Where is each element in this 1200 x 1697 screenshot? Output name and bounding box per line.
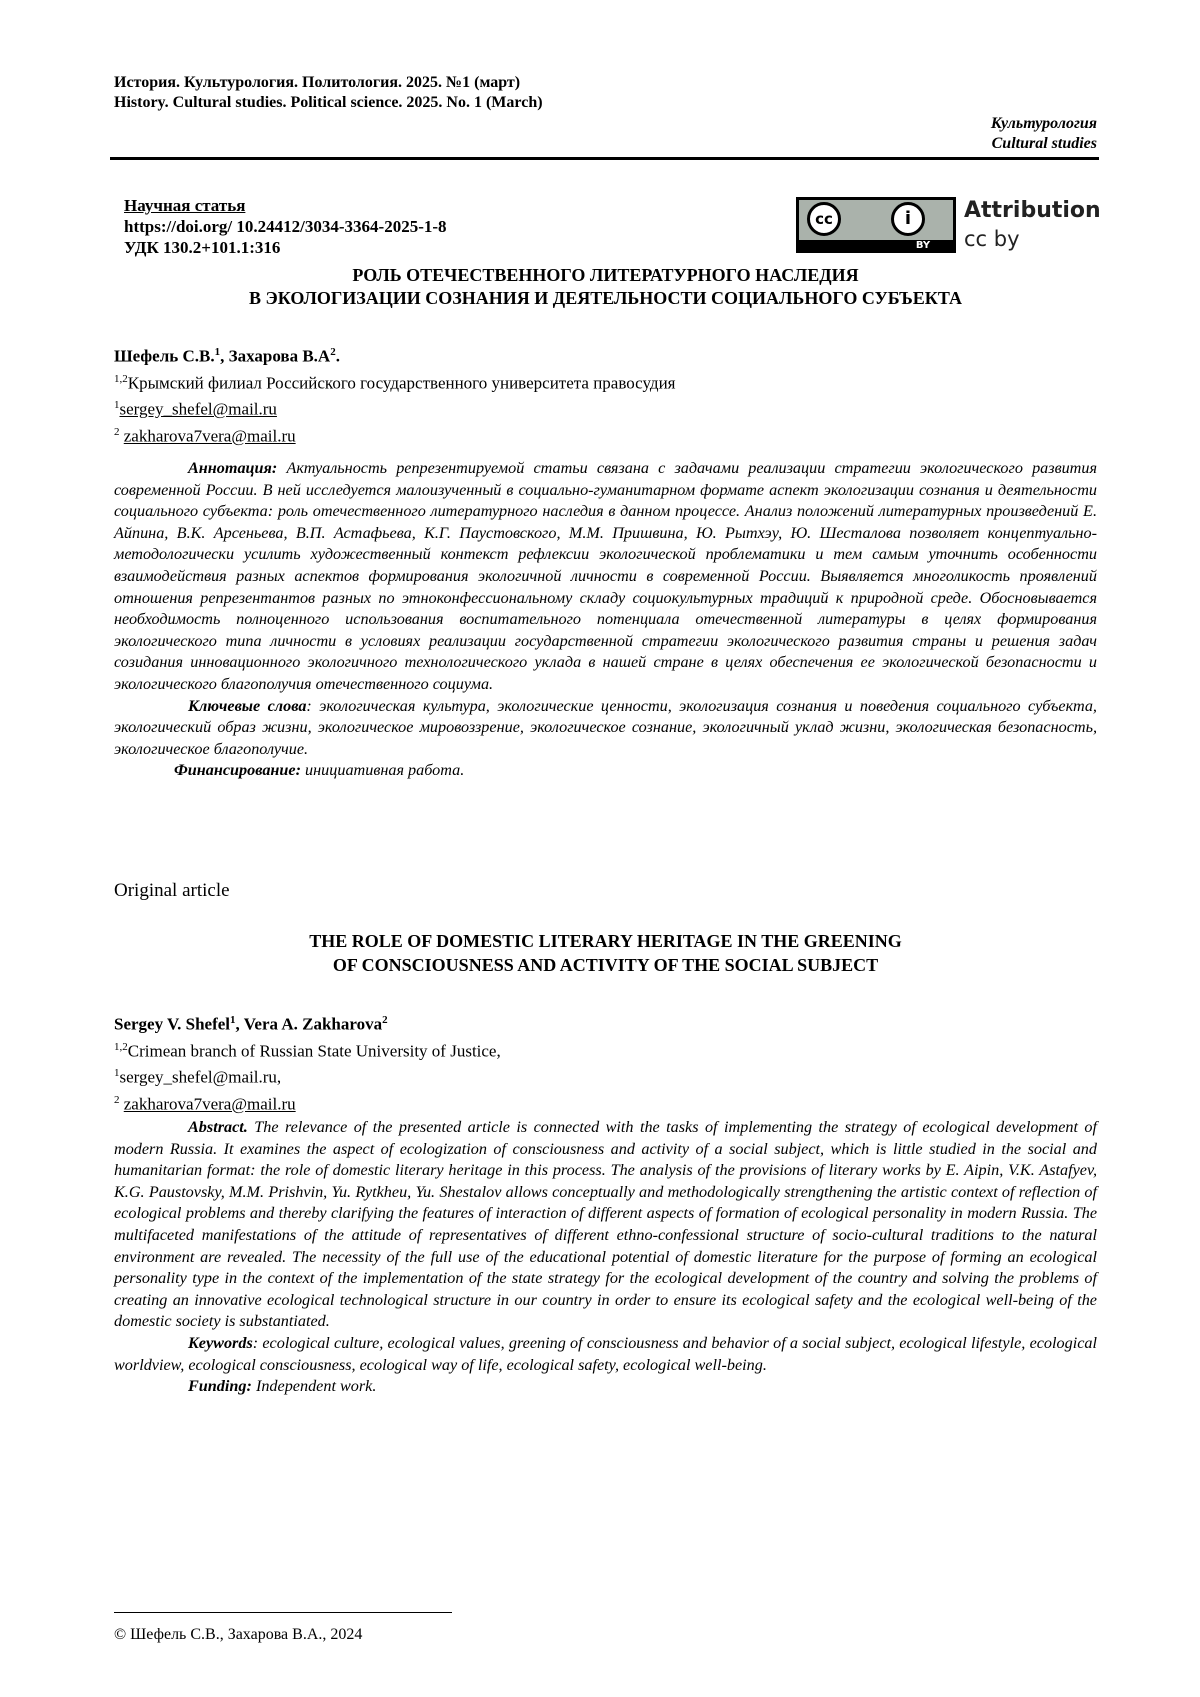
abstract-ru-label: Аннотация: xyxy=(188,459,278,477)
email1-ru-sup: 1 xyxy=(114,399,120,412)
affiliation-en: Crimean branch of Russian State University of Justice, xyxy=(127,1041,501,1061)
section-en: Cultural studies xyxy=(991,135,1097,152)
funding-en-text: Independent work. xyxy=(251,1377,377,1396)
cc-by-label: BY xyxy=(915,240,931,251)
copyright-footer: © Шефель С.В., Захарова В.А., 2024 xyxy=(114,1626,363,1643)
email2-ru-sup: 2 xyxy=(114,425,120,438)
abstract-en-block xyxy=(114,1117,1097,1398)
cc-icon: cc xyxy=(807,202,841,236)
author1-en: Sergey V. Shefel xyxy=(114,1014,231,1034)
author2-en: Vera A. Zakharova xyxy=(243,1014,383,1034)
article-type-en: Original article xyxy=(114,880,230,901)
author-end-ru: . xyxy=(335,346,340,366)
email2-en-line xyxy=(114,1089,501,1116)
author2-ru-sup: 2 xyxy=(330,346,336,358)
affiliation-ru-sup: 1,2 xyxy=(114,372,128,385)
email2-ru-line xyxy=(114,421,676,448)
keywords-ru-text: : экологическая культура, экологические ценности, экологизация сознания и поведения социального субъекта, экологический образ жизни, экологическое мировоззрение, экологическое сознание, экологичный уклад жизни, экологическая безопасность, экологическое благополучие. xyxy=(114,696,1097,758)
udk: УДК 130.2+101.1:316 xyxy=(124,238,281,257)
article-meta xyxy=(124,195,447,258)
keywords-ru-label: Ключевые слова xyxy=(188,696,307,715)
funding-ru-label: Финансирование: xyxy=(174,761,301,780)
keywords-ru xyxy=(114,696,1097,761)
abstract-ru xyxy=(114,458,1097,696)
author-names-ru xyxy=(114,341,676,368)
abstract-en-label: Abstract. xyxy=(188,1118,248,1136)
journal-line-en: History. Cultural studies. Political science. 2025. No. 1 (March) xyxy=(114,94,543,111)
author2-en-sup: 2 xyxy=(382,1014,388,1026)
abstract-ru-block xyxy=(114,458,1097,782)
keywords-en-label: Keywords xyxy=(188,1333,253,1352)
license-text xyxy=(964,197,1101,253)
paper-page xyxy=(114,0,1101,1697)
email1-en-link[interactable]: sergey_shefel@mail.ru, xyxy=(119,1067,282,1087)
journal-header xyxy=(114,73,543,113)
author1-ru-sup: 1 xyxy=(214,346,221,358)
email1-ru-link[interactable]: sergey_shefel@mail.ru xyxy=(119,399,277,419)
author1-en-sup: 1 xyxy=(230,1014,236,1026)
keywords-en-text: : ecological culture, ecological values, greening of consciousness and behavior of a social subject, ecological lifestyle, ecological worldview, ecological consciousness, ecological way of life, ecological safety, ecological well-being. xyxy=(114,1333,1097,1374)
email2-en-link[interactable]: zakharova7vera@mail.ru xyxy=(123,1094,296,1114)
author-names-en xyxy=(114,1009,501,1036)
email1-ru-line xyxy=(114,394,676,421)
affiliation-ru: Крымский филиал Российского государственного университета правосудия xyxy=(127,373,676,393)
header-rule xyxy=(110,157,1099,160)
cc-badge-frame xyxy=(796,197,956,253)
abstract-en-text: The relevance of the presented article is connected with the tasks of implementing the strategy of ecological development of modern Russia. It examines the aspect of ecologization of consciousness and activity of a social subject, which is little studied in the social and humanitarian format: the role of domestic literary heritage in this process. The analysis of the provisions of literary works by E. Aipin, V.K. Astafyev, K.G. Paustovsky, M.M. Prishvin, Yu. Rytkheu, Yu. Shestalov allows conceptually and methodologically strengthening the artistic context of reflection of ecological problems and thereby clarifying the features of interaction of different aspects of formation of ecological personality in modern Russia. The multifaceted manifestations of the attitude of representatives of different ethno-confessional structure of socio-cultural traditions to the natural environment are revealed. The necessity of the full use of the educational potential of domestic literature for the purpose of forming an ecological personality type in the context of the implementation of the state strategy for the ecological development of the country and solving the problems of creating an innovative ecological technological structure in our country in order to ensure its ecological safety and the ecological well-being of the domestic society is substantiated. xyxy=(114,1118,1097,1331)
title-en xyxy=(114,929,1097,977)
affiliation-ru-line xyxy=(114,368,676,395)
author1-ru: Шефель С.В. xyxy=(114,346,215,366)
funding-en-label: Funding: xyxy=(188,1377,252,1396)
section-ru: Культурология xyxy=(990,115,1097,132)
funding-en xyxy=(114,1376,1097,1398)
attribution-person-icon: i xyxy=(891,202,925,236)
title-en-line1: THE ROLE OF DOMESTIC LITERARY HERITAGE IN THE GREENING xyxy=(309,931,902,951)
affiliation-en-line xyxy=(114,1036,501,1063)
funding-ru-text: инициативная работа. xyxy=(301,761,465,780)
journal-line-ru: История. Культурология. Политология. 2025. №1 (март) xyxy=(114,74,521,91)
email1-en-sup: 1 xyxy=(114,1067,120,1080)
title-ru-line2: В ЭКОЛОГИЗАЦИИ СОЗНАНИЯ И ДЕЯТЕЛЬНОСТИ СОЦИАЛЬНОГО СУБЪЕКТА xyxy=(249,288,962,308)
email1-en-line xyxy=(114,1062,501,1089)
footnote-rule xyxy=(114,1612,452,1613)
title-en-line2: OF CONSCIOUSNESS AND ACTIVITY OF THE SOCIAL SUBJECT xyxy=(332,955,879,975)
email2-en-sup: 2 xyxy=(114,1093,120,1106)
keywords-en xyxy=(114,1333,1097,1376)
authors-en xyxy=(114,1009,501,1116)
title-ru-line1: РОЛЬ ОТЕЧЕСТВЕННОГО ЛИТЕРАТУРНОГО НАСЛЕДИЯ xyxy=(352,265,859,285)
affiliation-en-sup: 1,2 xyxy=(114,1040,128,1053)
author2-ru: Захарова В.А xyxy=(228,346,331,366)
author-sep-en: , xyxy=(235,1014,244,1034)
section-header xyxy=(991,114,1097,154)
abstract-en xyxy=(114,1117,1097,1333)
license-short: cc by xyxy=(964,227,1020,251)
title-ru xyxy=(114,264,1097,310)
abstract-ru-text: Актуальность репрезентируемой статьи связана с задачами реализации стратегии экологического развития современной России. В ней исследуется малоизученный в социально-гуманитарном формате аспект экологизации сознания и деятельности социального субъекта: роль отечественного литературного наследия в данном процессе. Анализ положений литературных произведений Е. Айпина, В.К. Арсеньева, В.П. Астафьева, К.Г. Паустовского, М.М. Пришвина, Ю. Рытхэу, Ю. Шесталова позволяет концептуально-методологически усилить художественный контекст рефлексии экологической проблематики и тем самым уточнить особенности взаимодействия разных аспектов формирования экологичной личности в современной России. Выявляется многоликость проявлений отношения репрезентантов разных по этноконфессиональному складу социокультурных традиций к природной среде. Обосновывается необходимость полноценного использования воспитательного потенциала отечественной литературы в целях формирования экологического типа личности в условиях реализации государственной стратегии экологического развития страны и решения задач созидания инновационного экологичного технологического уклада в нашей стране в целях обеспечения ее экологической безопасности и экологического благополучия отечественного социума. xyxy=(114,459,1097,693)
article-type-ru: Научная статья xyxy=(124,196,246,215)
email2-ru-link[interactable]: zakharova7vera@mail.ru xyxy=(123,426,296,446)
doi[interactable]: https://doi.org/ 10.24412/3034-3364-2025-1-8 xyxy=(124,217,447,236)
cc-license-badge[interactable] xyxy=(796,197,1106,257)
license-name: Attribution xyxy=(964,198,1101,223)
funding-ru xyxy=(114,760,1097,782)
authors-ru xyxy=(114,341,676,448)
author-sep-ru: , xyxy=(220,346,229,366)
